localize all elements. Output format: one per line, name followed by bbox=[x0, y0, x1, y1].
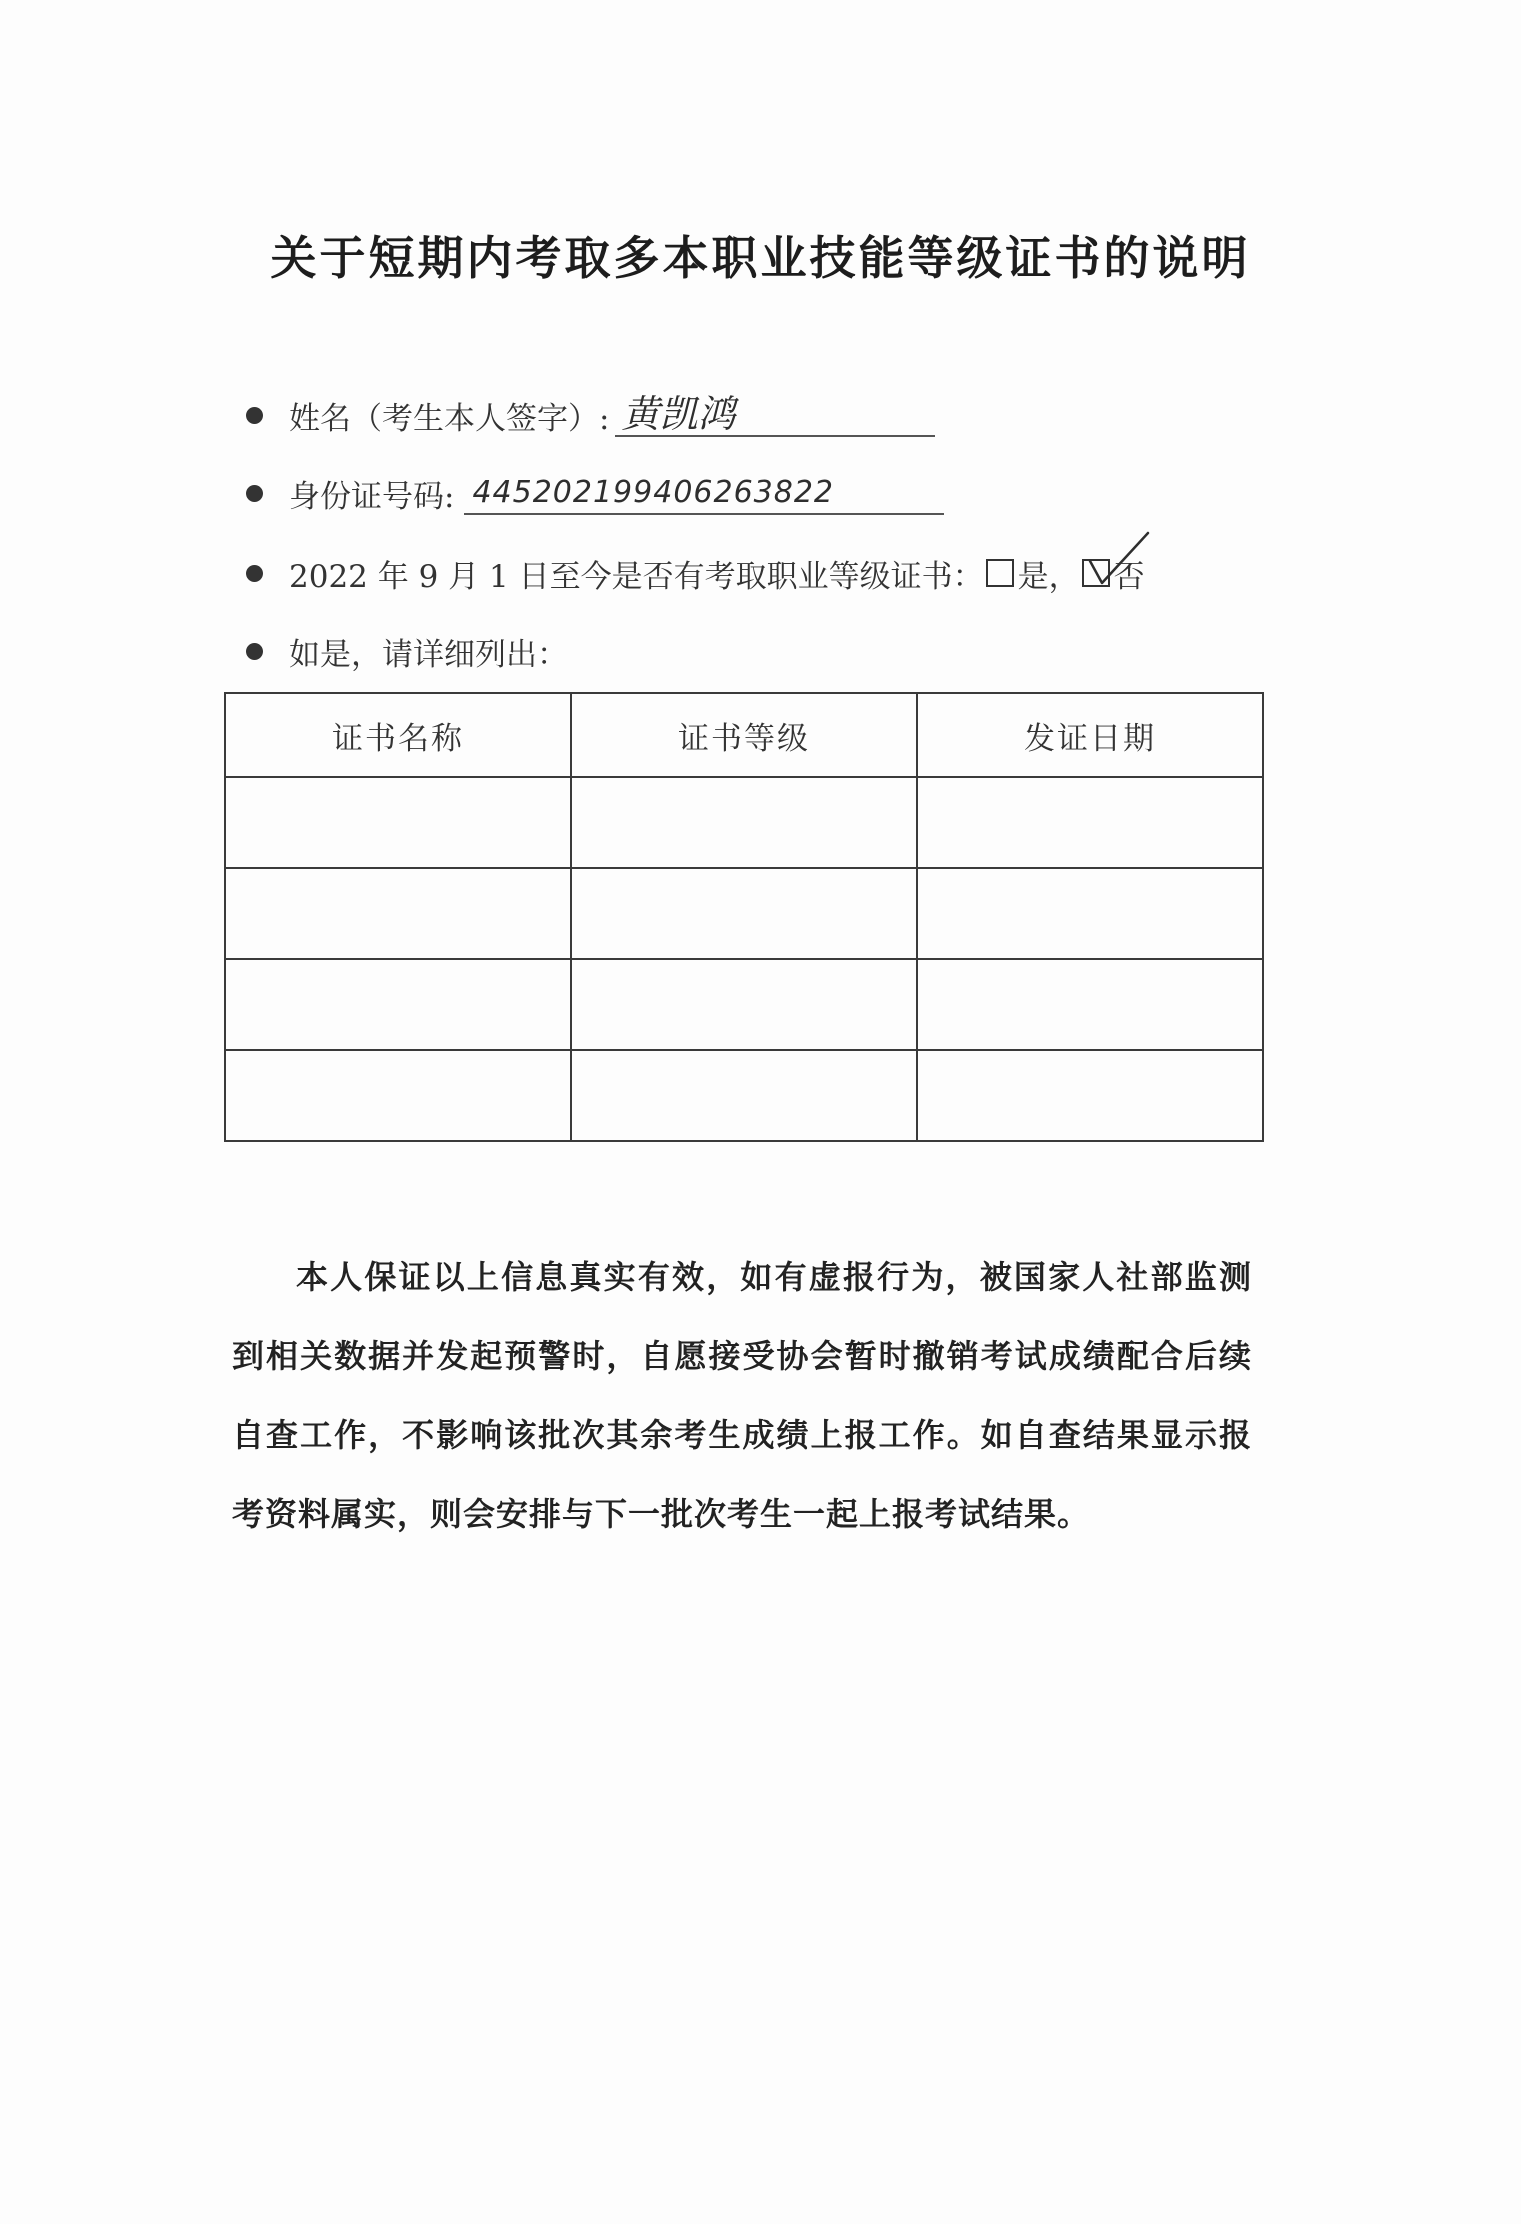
name-signature-line[interactable] bbox=[615, 393, 935, 437]
if-yes-row bbox=[246, 626, 568, 676]
header-certificate-name: 证书名称 bbox=[225, 693, 571, 777]
no-checkbox[interactable] bbox=[1082, 559, 1110, 587]
id-number-line[interactable] bbox=[464, 471, 944, 515]
bullet-icon bbox=[246, 485, 263, 502]
header-certificate-level: 证书等级 bbox=[571, 693, 917, 777]
table-cell[interactable] bbox=[571, 868, 917, 959]
document-title: 关于短期内考取多本职业技能等级证书的说明 bbox=[270, 231, 1251, 285]
bullet-icon bbox=[246, 407, 263, 424]
name-row bbox=[246, 390, 935, 440]
table-cell[interactable] bbox=[225, 959, 571, 1050]
table-cell[interactable] bbox=[225, 777, 571, 868]
no-option-label: 否 bbox=[1113, 558, 1145, 595]
table-cell[interactable] bbox=[571, 777, 917, 868]
table-row bbox=[225, 777, 1263, 868]
table-row bbox=[225, 868, 1263, 959]
table-cell[interactable] bbox=[225, 868, 571, 959]
table-cell[interactable] bbox=[917, 777, 1263, 868]
table-row bbox=[225, 1050, 1263, 1141]
bullet-icon bbox=[246, 643, 263, 660]
table-cell[interactable] bbox=[917, 868, 1263, 959]
name-signature: 黄凯鸿 bbox=[621, 392, 736, 436]
table-cell[interactable] bbox=[571, 1050, 917, 1141]
if-yes-text: 如是，请详细列出： bbox=[289, 636, 568, 673]
certificate-table bbox=[224, 692, 1264, 1142]
id-label: 身份证号码: bbox=[289, 478, 455, 515]
id-row bbox=[246, 468, 944, 518]
table-cell[interactable] bbox=[225, 1050, 571, 1141]
table-header-row bbox=[225, 693, 1263, 777]
table-row bbox=[225, 959, 1263, 1050]
id-number-value: 445202199406263822 bbox=[472, 475, 835, 510]
table-cell[interactable] bbox=[571, 959, 917, 1050]
declaration-paragraph: 本人保证以上信息真实有效，如有虚报行为，被国家人社部监测到相关数据并发起预警时，自愿接受协会暂时撤销考试成绩配合后续自查工作，不影响该批次其余考生成绩上报工作。如自查结果显示报考资料属实，则会安排与下一批次考生一起上报考试结果。 bbox=[232, 1258, 1252, 1533]
certificate-question-label: 2022 年 9 月 1 日至今是否有考取职业等级证书： bbox=[289, 558, 984, 595]
check-mark-icon bbox=[1086, 531, 1152, 587]
yes-option-label: 是， bbox=[1017, 558, 1080, 595]
name-label: 姓名（考生本人签字）: bbox=[289, 400, 610, 437]
header-issue-date: 发证日期 bbox=[917, 693, 1263, 777]
table-cell[interactable] bbox=[917, 1050, 1263, 1141]
certificate-question-row bbox=[246, 548, 1145, 598]
table-cell[interactable] bbox=[917, 959, 1263, 1050]
bullet-icon bbox=[246, 565, 263, 582]
yes-checkbox[interactable] bbox=[986, 559, 1014, 587]
